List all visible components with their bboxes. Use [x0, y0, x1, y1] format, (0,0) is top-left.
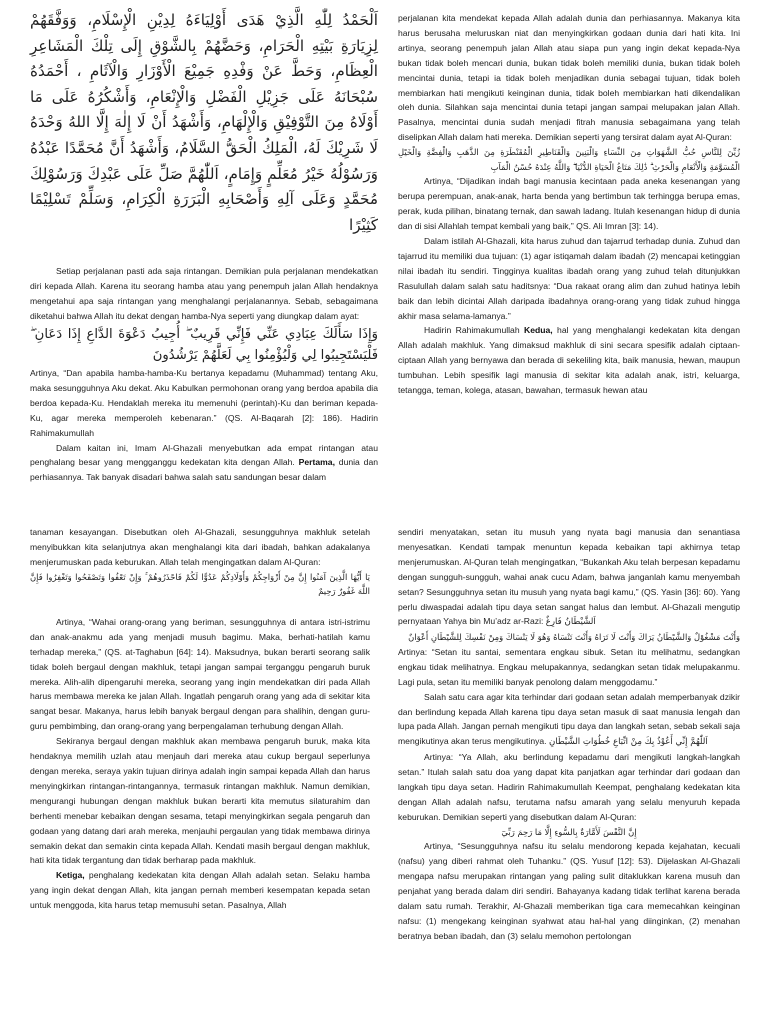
- paragraph-first-obstacle-text-b: dunia dan perhiasannya. Tak banyak disadari bahwa salah satu sandungan besar dalam: [30, 457, 379, 483]
- paragraph-artinya-ali-imran: Artinya, “Dijadikan indah bagi manusia kecintaan pada aneka kesenangan yang berupa perempuan, anak-anak, harta benda yang bertimbun tak terhingga berupa emas, perak, kuda pilihan, binatang ternak, dan sawah ladang. Itulah kesenangan hidup di dunia dan di sisi Allahlah tempat kembali yang baik,” QS. Ali Imran [3]: 14).: [398, 176, 740, 232]
- paragraph-dzikir-text: Salah satu cara agar kita terhindar dari godaan setan adalah memperbanyak dzikir dan berlindung kepada Allah karena tipu daya setan masuk di saat manusia lengah dan lupa pada Allah. Jangan pernah mengikuti tipu daya dan langkah setan, sebab sekali saja mengikutinya akan terus mengikutinya.: [398, 691, 740, 747]
- label-ketiga: Ketiga,: [56, 870, 85, 881]
- paragraph-artinya-baqarah: Artinya, “Dan apabila hamba-hamba-Ku bertanya kepadamu (Muhammad) tentang Aku, maka sesungguhnya Aku dekat. Aku Kabulkan permohonan orang yang berdoa apabila dia berdoa kepada-Ku. Hendaklah mereka itu memenuhi (perintah)-Ku dan beriman kepada-Ku, agar mereka memperoleh kebenaran.” (QS. Al-Baqarah [2]: 186). Hadirin Rahimakumullah: [30, 367, 378, 438]
- arabic-quote-razi: وَأَنْتَ مَشْغُوْلٌ وَالشَّيْطَانُ يَرَاكَ وَأَنْتَ لَا تَرَاهُ وَأَنْتَ تَنْسَاهُ وَهُوَ لَا يَنْسَاكَ وَمِنْ نَفْسِكَ لِلشَّيْطَانِ أَعْوَانٌ: [408, 632, 740, 643]
- arabic-quote-razi-start: اَلشَّيْطَانُ فَارِغٌ: [545, 617, 596, 628]
- arabic-verse-taghabun-14: يَا أَيُّهَا الَّذِينَ آمَنُوا إِنَّ مِنْ أَزْوَاجِكُمْ وَأَوْلَادِكُمْ عَدُوًّا لَكُمْ فَاحْذَرُوهُمْ ۚ وَإِنْ تَعْفُوا وَتَصْفَحُوا وَتَغْفِرُوا فَإِنَّ اللَّهَ غَفُورٌ رَحِيمٌ: [30, 571, 370, 597]
- paragraph-artinya-taghabun: Artinya, “Wahai orang-orang yang beriman, sesungguhnya di antara istri-istrimu dan anak-anakmu ada yang menjadi musuh bagimu. Maka, berhati-hatilah kamu terhadap mereka,” (QS. at-Taghabun [64]: 14). Maksudnya, bukan berarti seorang salik tidak boleh bergaul dengan makhluk, tetapi jangan sampai terganggu pengaruh buruk mereka. Alih-alih dipengaruhi mereka, seorang yang ingin mendekatkan diri pada Allah harus membawa mereka ke jalan Allah. Ingatlah pengaruh orang yang ada di sekitar kita sangat besar. Makanya, harus lebih banyak bergaul dengan para shalihin, dengan guru-guru pembimbing, dan orang-orang yang berpengalaman terhubung dengan Allah.: [30, 616, 370, 732]
- label-kedua: Kedua,: [524, 325, 553, 336]
- paragraph-first-obstacle: [30, 441, 378, 486]
- paragraph-setan: [398, 525, 740, 630]
- paragraph-artinya-razi: Artinya: “Setan itu santai, sementara engkau sibuk. Setan itu melihatmu, sedangkan engkau tidak melihatnya. Engkau melupakannya, sedangkan setan tidak melupakanmu. Lagi pula, setan itu memiliki banyak penolong dalam menggodamu.”: [398, 646, 740, 687]
- paragraph-first-obstacle-text: Dalam kaitan ini, Imam Al-Ghazali menyebutkan ada empat rintangan atau penghalang besar yang mengganggu kedekatan kita dengan Allah.: [30, 442, 378, 468]
- arabic-verse-yusuf-53: إِنَّ النَّفْسَ لَأَمَّارَةٌ بِالسُّوءِ إِلَّا مَا رَحِمَ رَبِّيٓ: [501, 826, 637, 837]
- paragraph-dzikir: [398, 690, 740, 751]
- arabic-verse-ali-imran-14: زُيِّنَ لِلنَّاسِ حُبُّ الشَّهَوَاتِ مِنَ النِّسَاءِ وَالْبَنِينَ وَالْقَنَاطِيرِ الْمُقَنْطَرَةِ مِنَ الذَّهَبِ وَالْفِضَّةِ وَالْخَيْلِ الْمُسَوَّمَةِ وَالْأَنْعَامِ وَالْحَرْثِ ۗ ذَٰلِكَ مَتَاعُ الْحَيَاةِ الدُّنْيَا ۖ وَاللَّهُ عِنْدَهُ حُسْنُ الْمَآبِ: [398, 147, 740, 172]
- paragraph-makhluk-continued: tanaman kesayangan. Disebutkan oleh Al-Ghazali, sesungguhnya makhluk setelah menyibukkan kita selanjutnya akan menghalangi kita dari ibadah, bahkan adakalanya menjerumuskan pada keburukan. Allah telah mengingatkan dalam Al-Quran:: [30, 527, 370, 567]
- page2-left-column: [30, 525, 370, 913]
- page2-right-column: [398, 525, 740, 944]
- paragraph-dunia-continued: perjalanan kita mendekat kepada Allah adalah dunia dan perhiasannya. Makanya kita harus berusaha meluruskan niat dan menyingkirkan godaan dunia dari hati kita. Ini artinya, seorang penempuh jalan Allah atau siapa pun yang ingin dekat kepada-Nya bukan tidak boleh mencari dunia, bukan tidak boleh memiliki dunia, bukan tidak boleh mencintai dunia, tetapi ia tidak boleh menjadikan dunia sebagai tujuan, tidak boleh membiarkan hati mengikuti keinginan dunia, tidak boleh membiarkan hati dikendalikan oleh dunia. Silahkan saja mencintai dunia tetapi jangan sampai melupakan jalan Allah. Pasalnya, mencintai dunia sudah menjadi fitrah manusia sebagaimana yang telah diselipkan Allah dalam hati mereka. Demikian seperti yang tersirat dalam ayat Al-Quran:: [398, 13, 740, 143]
- paragraph-artinya-doa-nafsu: Artinya: “Ya Allah, aku berlindung kepadamu dari mengikuti langkah-langkah setan.” Itulah salah satu doa yang dapat kita panjatkan agar terhindar dari godaan dan langkah tipu daya setan. Hadirin Rahimakumullah Keempat, penghalang kedekatan kita dengan Allah adalah nafsu, terutama nafsu amarah yang selalu menyuruh kepada keburukan. Demikian seperti yang disebutkan dalam Al-Quran:: [398, 752, 740, 822]
- paragraph-intro: Setiap perjalanan pasti ada saja rintangan. Demikian pula perjalanan mendekatkan diri kepada Allah. Karena itu seorang hamba atau yang penempuh jalan Allah hendaknya mengetahui apa saja rintangan yang menghalangi perjalanannya. Sebab, sebagaimana diketahui bahwa Allah itu dekat dengan hamba-Nya seperti yang diungkap dalam ayat:: [30, 266, 378, 322]
- paragraph-zuhud: Dalam istilah Al-Ghazali, kita harus zuhud dan tajarrud terhadap dunia. Zuhud dan tajarrud itu memiliki dua tujuan: (1) agar istiqamah dalam ibadah (2) mencapai ketinggian nilai ibadah itu sendiri. Tingginya kualitas ibadah orang yang zuhud telah ditunjukkan Rasulullah dalam salah satu haditsnya: “Dua rakaat orang alim dan zuhud hatinya lebih baik dan lebih dicintai Allah daripada ibadahnya orang-orang yang tidak zuhud hingga akhir masa selama-lamanya.”: [398, 235, 740, 321]
- paragraph-second-obstacle-text-b: hal yang menghalangi kedekatan kita dengan Allah adalah makhluk. Yang dimaksud makhluk di sini secara spesifik adalah ciptaan-ciptaan Allah yang bernyawa dan berada di sekeliling kita, baik manusia, hewan, maupun tumbuhan. Lebih spesifik lagi manusia di sekitar kita adalah anak, istri, keluarga, tetangga, teman, kolega, atasan, bawahan, termasuk hewan atau: [398, 325, 740, 396]
- arabic-doa-setan: اَللّٰهُمَّ إِنِّي أَعُوْذُ بِكَ مِنْ اتِّبَاعِ خُطُوَاتِ الشَّيْطَانِ: [548, 737, 708, 748]
- paragraph-second-obstacle-text: Hadirin Rahimakumullah: [424, 325, 524, 336]
- arabic-opening-prayer: اَلْحَمْدُ لِلّٰهِ الَّذِيْ هَدَى أَوْلِيَاءَهُ لِدِيْنِ الْإِسْلَامِ، وَوَفَّقَهُمْ لِزِيَارَةِ بَيْتِهِ الْحَرَامِ، وَحَضَّهُمْ بِالشَّوْقِ إِلَى تِلْكَ الْمَشَاعِرِ الْعِظَامِ، وَحَطَّ عَنْ وَفْدِهِ جَمِيْعَ الْأَوْزَارِ وَالْآثَامِ ، أَحْمَدُهُ سُبْحَانَهُ عَلَى جَزِيْلِ الْفَضْلِ وَالْإِنْعَامِ، وَأَشْكُرُهُ عَلَى مَا أَوْلَاهُ مِنَ التَّوْفِيْقِ وَالْإِلْهَامِ، وَأَشْهَدُ أَنْ لَا إِلٰهَ إِلَّا اللهُ وَحْدَهُ لَا شَرِيْكَ لَهُ، الْمَلِكُ الْحَقُّ السَّلَامُ، وَأَشْهَدُ أَنَّ مُحَمَّدًا عَبْدُهُ وَرَسُوْلُهُ خَيْرُ مُعَلِّمٍ وَإِمَامٍ، اَللّٰهُمَّ صَلِّ عَلَى عَبْدِكَ وَرَسُوْلِكَ مُحَمَّدٍ وَعَلَى آلِهِ وَأَصْحَابِهِ الْبَرَرَةِ الْكِرَامِ، وَسَلِّمْ تَسْلِيْمًا كَثِيْرًا: [30, 11, 378, 234]
- paragraph-uzlah: Sekiranya bergaul dengan makhluk akan membawa pengaruh buruk, maka kita hendaknya memilih uzlah atau menjauh dari mereka atau cukup bergaul seperlunya dengan mereka, seraya yakin tujuan dirinya adalah ingin sampai kepada Allah dan harus menyingkirkan rintangan-rintangannya, termasuk rintangan makhluk. Namun demikian, mengurangi hubungan dengan makhluk bukan berarti kita memutus silaturahim dan berhenti menebar kebaikan dengan sesama, tetapi menyingkirkan segala pengaruh dan godaan yang datang dari arah mereka, menjauhi pergaulan yang tidak membawa dirinya semakin dekat dan semakin cinta kepada Allah. Kendati masih bergaul dengan makhluk, hati kita tidak tergantung dan tidak berharap pada makhluk.: [30, 736, 370, 866]
- paragraph-artinya-yusuf: Artinya, “Sesungguhnya nafsu itu selalu mendorong kepada kejahatan, kecuali (nafsu) yang diberi rahmat oleh Tuhanku.” (QS. Yusuf [12]: 53). Dijelaskan Al-Ghazali mengapa nafsu merupakan rintangan yang paling sulit ditaklukkan karena musuh dan penjahat yang berada dalam diri sendiri. Bahayanya kadang tidak terlihat karena berada dalam satu rumah. Terakhir, Al-Ghazali memberikan tiga cara memecahkan keinginan nafsu: (1) mengekang keinginan syahwat atau hal-hal yang diinginkan, (2) menahan beratnya beban ibadah, dan (3) selalu memohon pertolongan: [398, 841, 740, 941]
- arabic-verse-baqarah-186: وَإِذَا سَأَلَكَ عِبَادِي عَنِّي فَإِنِّي قَرِيبٌ ۖ أُجِيبُ دَعْوَةَ الدَّاعِ إِذَا دَعَانِ ۖ فَلْيَسْتَجِيبُوا لِي وَلْيُؤْمِنُوا بِي لَعَلَّهُمْ يَرْشُدُونَ: [30, 326, 378, 363]
- paragraph-setan-text: sendiri menyatakan, setan itu musuh yang nyata bagi manusia dan senantiasa menyesatkan. Kendati tampak menuntun kepada kebaikan tapi akhirnya tetap menjerumuskan. Al-Quran telah mengingatkan, “Bukankah Aku telah berpesan kepadamu dengan sungguh-sungguh, wahai anak cucu Adam, bahwa janganlah kamu menyembah setan? Sesungguhnya setan itu musuh yang nyata bagi kamu,” (QS. Yasin [36]: 60). Yang perlu diwaspadai adalah tipu daya setan sangat halus dan lembut. Al-Ghazali mengutip pernyataan Yahya bin Mu’adz ar-Razi:: [398, 527, 740, 627]
- label-pertama: Pertama,: [298, 457, 335, 468]
- paragraph-third-obstacle: [30, 868, 370, 913]
- paragraph-second-obstacle: [398, 323, 740, 398]
- page1-right-column: [398, 11, 740, 398]
- page1-left-column: [30, 8, 378, 485]
- paragraph-third-obstacle-text: penghalang kedekatan kita dengan Allah adalah setan. Selaku hamba yang ingin dekat dengan Allah, kita jangan pernah memberi kesempatan kepada setan untuk menggoda, kita harus tetap memusuhi setan. Pasalnya, Allah: [30, 870, 370, 911]
